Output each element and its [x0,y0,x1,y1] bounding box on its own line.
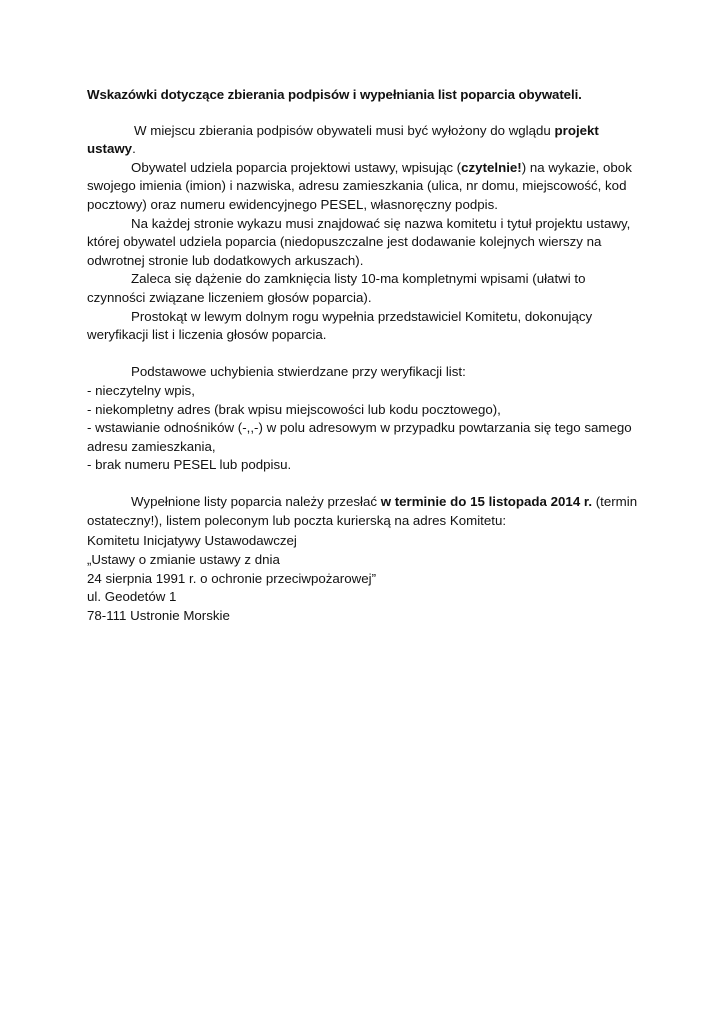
document-body [87,86,647,531]
paragraph-complete-entries: Zaleca się dążenie do zamknięcia listy 10-ma kompletnymi wpisami (ułatwi to czynności związane liczeniem głosów poparcia). [87,271,586,305]
document-heading: Wskazówki dotyczące zbierania podpisów i wypełniania list poparcia obywateli. [87,87,582,102]
paragraph-text: (termin ostateczny!), listem poleconym lub poczta kurierską na adres Komitetu: [87,494,638,529]
paragraph-text: . [132,141,136,157]
defects-list [87,382,647,475]
address-line: ul. Geodetów 1 [87,589,177,605]
paragraph-text: Wypełnione listy poparcia należy przesłać [131,494,381,510]
paragraph-project-display [87,122,647,159]
committee-address [87,532,376,626]
paragraph-committee-name: Na każdej stronie wykazu musi znajdować się nazwa komitetu i tytuł projektu ustawy, której obywatel udziela poparcia (niedopuszczalne jest dodawanie kolejnych wierszy na odwrotnej stronie lub dodatkowych arkuszach). [87,215,631,268]
list-item: - niekompletny adres (brak wpisu miejscowości lub kodu pocztowego), [87,401,501,417]
paragraph-text: W miejscu zbierania podpisów obywateli musi być wyłożony do wglądu [134,122,555,138]
address-line: „Ustawy o zmianie ustawy z dnia [87,551,280,567]
paragraph-deadline [87,493,647,530]
paragraph-text: ) na wykazie, obok swojego imienia (imion) i nazwiska, adresu zamieszkania (ulica, nr domu, miejscowość, kod pocztowy) oraz numeru ewidencyjnego PESEL, własnoręczny podpis. [87,159,632,212]
paragraph-defects-intro: Podstawowe uchybienia stwierdzane przy weryfikacji list: [131,364,466,380]
address-line: Komitetu Inicjatywy Ustawodawczej [87,533,297,548]
paragraph-verification-box: Prostokąt w lewym dolnym rogu wypełnia przedstawiciel Komitetu, dokonujący weryfikacji list i liczenia głosów poparcia. [87,308,593,343]
emphasis-text: projekt ustawy [87,122,599,157]
list-item: - brak numeru PESEL lub podpisu. [87,457,292,473]
list-item: - wstawianie odnośników (-,,-) w polu adresowym w przypadku powtarzania się tego samego adresu zamieszkania, [87,420,632,454]
deadline-text: w terminie do 15 listopada 2014 r. [380,494,593,510]
spacer [87,345,647,364]
spacer [87,475,647,494]
address-line: 78-111 Ustronie Morskie [87,608,230,624]
paragraph-citizen-entry [87,159,647,215]
list-item: - nieczytelny wpis, [87,382,195,398]
address-line: 24 sierpnia 1991 r. o ochronie przeciwpożarowej” [87,570,376,586]
emphasis-text: czytelnie! [461,159,522,175]
paragraph-text: Obywatel udziela poparcia projektowi ustawy, wpisując ( [131,159,462,175]
